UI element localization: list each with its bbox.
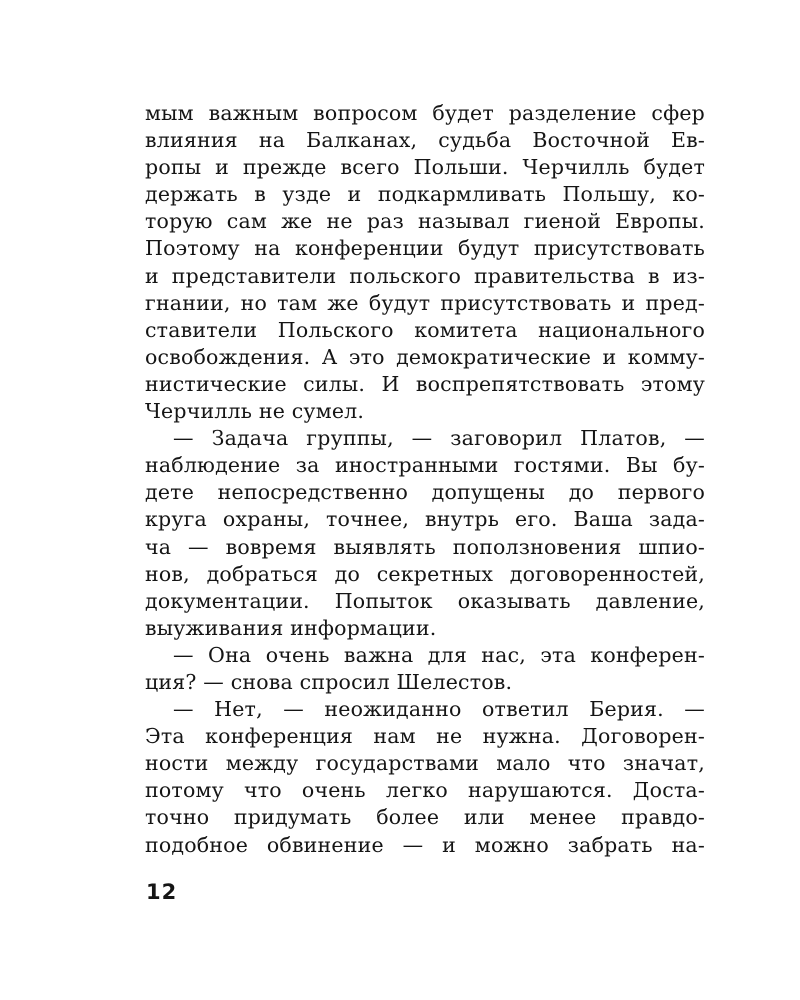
text-line: ция? — снова спросил Шелестов.: [145, 669, 513, 694]
text-line: наблюдение за иностранными гостями. Вы бу-: [145, 453, 705, 478]
text-line: — Задача группы, — заговорил Платов, —: [173, 426, 705, 451]
text-line: торую сам же не раз называл гиеной Европы.: [145, 209, 705, 234]
text-line: точно придумать более или менее правдо-: [145, 805, 705, 830]
text-line: освобождения. А это демократические и комму-: [145, 344, 705, 369]
text-line: влияния на Балканах, судьба Восточной Ев-: [145, 128, 705, 153]
body-text: [145, 100, 705, 859]
text-line: потому что очень легко нарушаются. Доста-: [145, 778, 705, 803]
text-line: круга охраны, точнее, внутрь его. Ваша зада-: [145, 507, 705, 532]
text-line: ности между государствами мало что значат,: [145, 751, 705, 776]
text-line: — Она очень важна для нас, эта конферен-: [173, 642, 705, 667]
text-line: нистические силы. И воспрепятствовать этому: [145, 371, 705, 396]
text-line: нов, добраться до секретных договоренностей,: [145, 561, 705, 586]
text-line: дете непосредственно допущены до первого: [145, 480, 705, 505]
text-line: мым важным вопросом будет разделение сфер: [145, 101, 705, 125]
text-line: Эта конференция нам не нужна. Договорен-: [145, 724, 705, 749]
text-line: ставители Польского комитета национального: [145, 317, 705, 342]
text-line: и представители польского правительства в из-: [145, 263, 705, 288]
text-line: подобное обвинение — и можно забрать на-: [145, 832, 705, 857]
text-line: Черчилль не сумел.: [145, 399, 365, 424]
text-line: ча — вовремя выявлять поползновения шпио-: [145, 534, 705, 559]
text-line: документации. Попыток оказывать давление,: [145, 588, 705, 613]
page-number: 12: [146, 880, 178, 904]
text-line: Поэтому на конференции будут присутствовать: [145, 236, 705, 261]
text-line: ропы и прежде всего Польши. Черчилль будет: [145, 155, 705, 180]
text-line: гнании, но там же будут присутствовать и пред-: [145, 290, 705, 315]
text-line: выуживания информации.: [145, 615, 437, 640]
text-line: держать в узде и подкармливать Польшу, ко-: [145, 182, 705, 207]
text-line: — Нет, — неожиданно ответил Берия. —: [173, 697, 705, 722]
